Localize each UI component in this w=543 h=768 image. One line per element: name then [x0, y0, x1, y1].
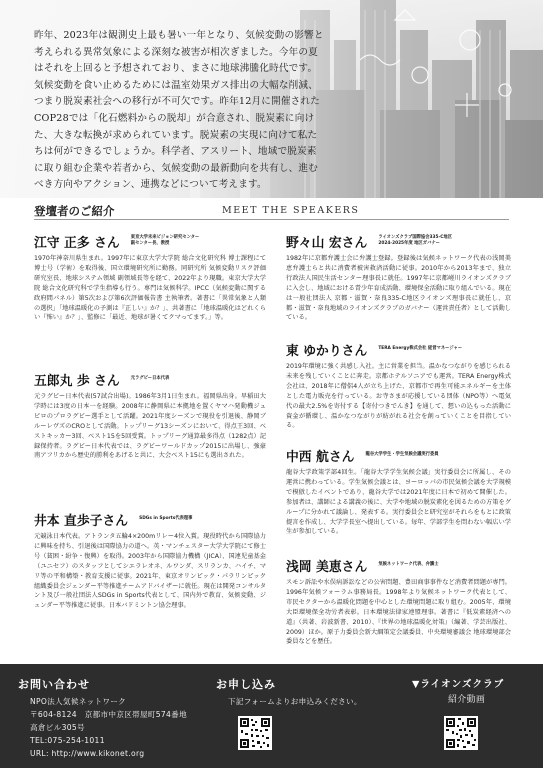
speaker-bio: 元ラグビー日本代表(57試合出場)。1986年3月1日生まれ。福岡県出身。早稲田大学時には3度の日本一を経験。2008年に静岡県に本拠地を置くヤマハ発動機ジュビロのプロラグビー選手として活躍。2021年度シーズンで現役を引退後、静岡ブルーレヴズのCROとして活動。トップリーグ13シーズンにおいて、得点王3回、ベストキッカー3回、ベスト15を5回受賞。トップリーグ通算最多得点（1282点）記録保持者。ラグビー日本代表では、ラグビーワールドカップ2015に出場し、強豪南アフリカから歴史的勝利をあげると共に、大会ベスト15にも選出された。 [34, 393, 266, 460]
speaker-higashi [286, 340, 511, 431]
apply-form-qr-code[interactable] [238, 716, 272, 750]
speaker-emori [34, 232, 266, 323]
affiliation-line: ライオンズクラブ国際協会335-C地区 [378, 235, 453, 240]
intro-line: た、大きな転換が求められています。脱炭素の実現に向けて私た [34, 129, 318, 141]
affiliation-line: 龍谷大学学生・学生気候会議実行委員 [365, 452, 439, 457]
intro-line: に取り組む企業や若者から、気候変動の最新動向を共有し、進む [34, 162, 319, 174]
footer [0, 664, 543, 768]
speaker-affiliation [131, 376, 170, 382]
intro-line: 気候変動を食い止めるためには温室効果ガス排出の大幅な削減、 [34, 79, 319, 91]
speaker-bio: スモン訴訟や水俣病訴訟などの公害問題、豊田商事事件など消費者問題が専門。1996年気候フォーラム事務局長。1998年より気候ネットワーク代表として、市民セクターから温暖化問題を中心とした環境問題に取り組む。2005年、環境大臣環境保全功労者表彰。日本環境法律家連盟理事。著書に『低炭素経済への道』（共著、岩波新書、2010）、『世界の地球温暖化対策』（編著、学芸出版社、2009）ほか。原子力委員会新大綱策定会議委員、中央環境審議会 地球環境部会委員などを歴任。 [286, 579, 511, 646]
speaker-name: 浅岡 美恵さん [286, 560, 368, 575]
contact-tel: TEL:075-254-1011 [30, 736, 105, 745]
speaker-asaoka [286, 556, 511, 647]
intro-line: COP28では「化石燃料からの脱却」が合意され、脱炭素に向け [34, 112, 315, 124]
speaker-affiliation [378, 346, 462, 352]
affiliation-line: SDGs in Sports代表理事 [139, 516, 193, 521]
contact-org: NPO法人気候ネットワーク [30, 697, 127, 706]
intro-text [34, 28, 504, 194]
contact-title: お問い合わせ [18, 678, 90, 691]
speaker-bio: 元競泳日本代表。アトランタ五輪4×200mリレー4位入賞。現役時代から国際協力に興味を持ち、引退後は国際協力の道へ。英・マンチェスター大学大学院にて修士号（貧困・紛争・復興）を取得。2003年から国際協力機構（JICA）、国連児童基金（ユニセフ）のスタッフとしてシエラレオネ、ルワンダ、スリランカ、ハイチ、マリ等の平和構築・教育支援に従事。2021年、東京オリンピック・パラリンピック組織委員会ジェンダー平等推進チームアドバイザーに就任。現在は開発コンサルタント及び一般社団法人SDGs in Sports代表として、国内外で教育、気候変動、ジェンダー平等推進に従事。日本バドミントン協会理事。 [34, 533, 266, 610]
speaker-bio: 1982年に京都弁護士会に弁護士登録。登録後は気候ネットワーク代表の浅岡美恵弁護士らと共に消費者被害救済活動に従事。2010年から2013年まで、独立行政法人国民生活センター理事長に就任。1997年に京都嵯川ライオンズクラブに入会し、地域における青少年育成活動、環境保全活動に取り組んでいる。現在は一般社団法人 京都・滋賀・奈良335-C地区ライオンズ理事長に就任し、京都・滋賀・奈良地域のライオンズクラブのガバナー（運営責任者）として活動している。 [286, 255, 511, 322]
contact-address: 〒604-8124 京都市中京区帯屋町574番地 [30, 710, 187, 719]
speaker-goromaru [34, 370, 266, 461]
intro-line: べき方向やアクション、連携などについて考えます。 [34, 179, 267, 191]
speaker-name: 野々山 宏さん [286, 236, 368, 251]
speaker-name: 東 ゆかりさん [286, 344, 368, 359]
speaker-nonoyama [286, 232, 511, 323]
affiliation-line: 元ラグビー日本代表 [130, 376, 170, 381]
speakers-section-header [34, 203, 509, 220]
affiliation-line: 気候ネットワーク代表、弁護士 [378, 562, 439, 567]
intro-line: 昨年、2023年は観測史上最も暑い一年となり、気候変動の影響と [34, 30, 324, 41]
video-qr-code[interactable] [444, 716, 478, 750]
speaker-affiliation [139, 516, 192, 522]
speaker-bio: 2019年環境に強く共感し入社。主に営業を担当。温かなつながりを感じられる未来を残していくことに奔走。京都ホテルソニアでも運営。TERA Energy株式会社は、2018年に僧侶4人が立ち上げた、京都市で再生可能エネルギーを主体とした電力販売を行っている。お寺さまが応援している団体（NPO等）へ電気代の最大2.5%を寄付する【寄付つきでんき】を通して、想いの込もった活動に資金が循環し、温かなつながりが紡がれる社会を創っていくことを目指している。 [286, 363, 511, 430]
affiliation-line: 副センター長、教授 [130, 240, 170, 246]
speaker-name: 井本 直歩子さん [34, 514, 129, 529]
contact-address-building: 高倉ビル305号 [30, 723, 85, 732]
affiliation-line: 2024-2025年度 地区ガバナー [378, 240, 440, 246]
contact-url-link[interactable]: URL: http://www.kikonet.org [30, 749, 145, 758]
intro-line: 考えられる異常気象による深刻な被害が相次ぎました。今年の夏 [34, 46, 319, 58]
speaker-affiliation [131, 235, 200, 246]
video-subtitle: 紹介動画 [448, 695, 486, 705]
hero-section [0, 0, 543, 198]
speaker-name: 五郎丸 歩 さん [34, 374, 120, 389]
affiliation-line: TERA Energy株式会社 経営マネージャー [378, 346, 463, 351]
speaker-bio: 1970年神奈川県生まれ。1997年に東京大学大学院 総合文化研究科 博士課程にて博士号（学術）を取得後、国立環境研究所に勤務。同研究所 気候変動リスク評価研究室長、地球システム領域 副領域長等を経て、2022年より現職。東京大学大学院 総合文化研究科で学生指導も行う。専門は気候科学。IPCC（気候変動に関する政府間パネル）第5次および第6次評価報告書 主執筆者。著書に「異常気象と人類の選択」「地球温暖化の予測は『正しい』か？」、共著書に「地球温暖化はどれくらい『怖い』か？」、監修に「最近、地球が暑くてクマってます。」等。 [34, 255, 266, 322]
speaker-affiliation [378, 235, 452, 246]
speaker-nakanishi [286, 446, 511, 537]
apply-title: お申し込み [216, 678, 276, 691]
speaker-name: 江守 正多 さん [34, 236, 120, 251]
intro-line: ちは何ができるでしょうか。科学者、アスリート、地域で脱炭素 [34, 146, 317, 158]
speaker-affiliation [378, 562, 438, 568]
speaker-bio: 龍谷大学政策学部4回生。「龍谷大学学生気候会議」実行委員会に所属し、その運営に携わっている。学生気候会議とは、ヨーロッパの市民気候会議を大学規模で模倣したイベントであり、龍谷大学では2021年度に日本で初めて開催した。参加者は、講師による講義の後に、大学や地域の脱炭素化を図るための方策をグループに分かれて議論し、発表する。実行委員会と研究室がそれらをもとに政策提言を作成し、大学学長室へ提出している。毎年、学部学生を問わない幅広い学生が参加している。 [286, 469, 511, 536]
speaker-name: 中西 航さん [286, 450, 355, 465]
affiliation-line: 東京大学未来ビジョン研究センター [130, 235, 200, 240]
intro-line: はそれを上回ると予想されており、まさに地球沸騰化時代です。 [34, 63, 318, 75]
speaker-affiliation [366, 452, 439, 458]
speakers-title-en: MEET THE SPEAKERS [222, 205, 360, 216]
speaker-imoto [34, 510, 266, 611]
intro-line: つまり脱炭素社会への移行が不可欠です。昨年12月に開催された [34, 96, 321, 108]
video-title: ▼ライオンズクラブ [412, 679, 505, 690]
apply-text: 下記フォームよりお申込みください。 [228, 697, 362, 706]
speakers-title-jp: 登壇者のご紹介 [34, 204, 115, 218]
